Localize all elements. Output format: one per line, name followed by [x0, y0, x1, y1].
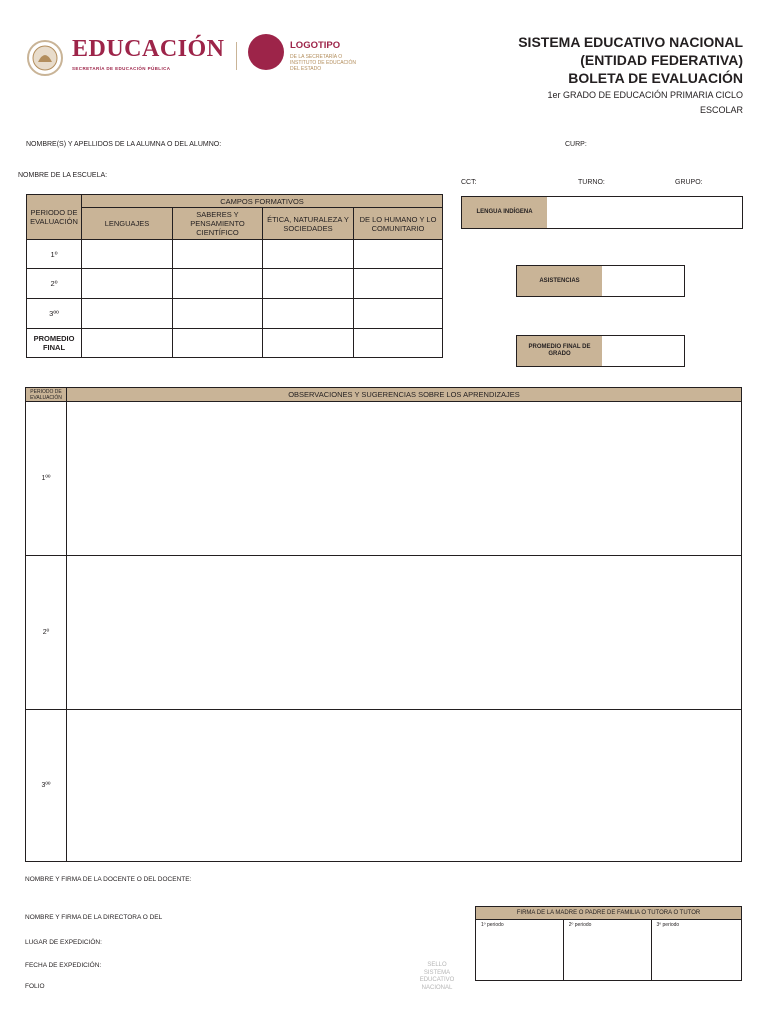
grade-cell[interactable] [354, 240, 443, 269]
grade-line-1: 1er GRADO DE EDUCACIÓN PRIMARIA CICLO [547, 90, 743, 100]
brand-wordmark: EDUCACIÓN [72, 36, 225, 62]
sello-line-2: SISTEMA [423, 969, 451, 976]
title-line-2: (ENTIDAD FEDERATIVA) [580, 52, 743, 68]
period-header: PERIODO DE EVALUACIÓN [27, 195, 82, 240]
directora-signature-label: NOMBRE Y FIRMA DE LA DIRECTORA O DEL [25, 914, 163, 921]
school-name-label: NOMBRE DE LA ESCUELA: [18, 172, 108, 179]
grade-cell[interactable] [82, 329, 173, 358]
grade-cell[interactable] [263, 269, 354, 299]
lengua-indigena-value[interactable] [547, 197, 742, 228]
row-period-2: 2º [27, 269, 82, 299]
grade-cell[interactable] [354, 269, 443, 299]
grade-cell[interactable] [354, 299, 443, 329]
sello-line-1: SELLO [427, 962, 447, 968]
col-lenguajes: LENGUAJES [82, 208, 173, 240]
grade-cell[interactable] [263, 299, 354, 329]
logo-title: LOGOTIPO [290, 40, 341, 51]
obs-row-period-3: 3ºº [26, 710, 67, 862]
obs-cell-3[interactable] [67, 710, 742, 862]
asistencias-box [516, 265, 685, 297]
logo-circle [248, 34, 284, 70]
sello-line-4: NACIONAL [421, 984, 453, 991]
obs-cell-2[interactable] [67, 556, 742, 710]
title-line-1: SISTEMA EDUCATIVO NACIONAL [518, 34, 743, 50]
promedio-final-label: PROMEDIO FINAL DE GRADO [517, 336, 602, 366]
row-period-1: 1º [27, 240, 82, 269]
asistencias-label: ASISTENCIAS [517, 266, 602, 296]
firma-periodo-3[interactable]: 3º periodo [651, 920, 741, 981]
firma-periodo-2[interactable]: 2º periodo [563, 920, 651, 981]
grade-cell[interactable] [82, 269, 173, 299]
logo-line-1: DE LA SECRETARÍA O [290, 54, 343, 60]
grade-cell[interactable] [263, 240, 354, 269]
grade-cell[interactable] [354, 329, 443, 358]
cct-label: CCT: [461, 179, 477, 186]
grades-table [26, 194, 443, 358]
obs-title: OBSERVACIONES Y SUGERENCIAS SOBRE LOS APRENDIZAJES [67, 388, 742, 402]
parent-signature-title: FIRMA DE LA MADRE O PADRE DE FAMILIA O TUTORA O TUTOR [476, 907, 742, 920]
grade-cell[interactable] [82, 299, 173, 329]
promedio-final-value[interactable] [602, 336, 684, 366]
campos-header: CAMPOS FORMATIVOS [82, 195, 443, 208]
obs-cell-1[interactable] [67, 402, 742, 556]
lugar-expedicion-label: LUGAR DE EXPEDICIÓN: [25, 939, 102, 946]
lengua-indigena-box [461, 196, 743, 229]
student-name-label: NOMBRE(S) Y APELLIDOS DE LA ALUMNA O DEL ALUMNO: [26, 141, 222, 148]
sello-stamp [412, 962, 462, 992]
curp-label: CURP: [565, 141, 587, 148]
grade-cell[interactable] [263, 329, 354, 358]
grade-cell[interactable] [173, 240, 263, 269]
row-promedio-final: PROMEDIO FINAL [27, 329, 82, 358]
grade-cell[interactable] [173, 329, 263, 358]
obs-row-period-2: 2º [26, 556, 67, 710]
sello-line-3: EDUCATIVO [419, 977, 455, 983]
asistencias-value[interactable] [602, 266, 684, 296]
obs-period-header: PERIODO DE EVALUACIÓN [26, 388, 67, 402]
firma-periodo-1[interactable]: 1º periodo [476, 920, 564, 981]
col-saberes: SABERES Y PENSAMIENTO CIENTÍFICO [173, 208, 263, 240]
logo-line-3: DEL ESTADO [290, 66, 322, 71]
parent-signature-table [475, 906, 742, 981]
sep-emblem-icon [26, 38, 64, 78]
col-humano: DE LO HUMANO Y LO COMUNITARIO [354, 208, 443, 240]
col-etica: ÉTICA, NATURALEZA Y SOCIEDADES [263, 208, 354, 240]
grade-cell[interactable] [173, 269, 263, 299]
promedio-final-box [516, 335, 685, 367]
title-line-3: BOLETA DE EVALUACIÓN [568, 70, 743, 86]
grade-cell[interactable] [82, 240, 173, 269]
grupo-label: GRUPO: [675, 179, 703, 186]
folio-label: FOLIO [25, 983, 45, 990]
observations-table [25, 387, 742, 862]
turno-label: TURNO: [578, 179, 605, 186]
grade-line-2: ESCOLAR [699, 105, 743, 115]
row-period-3: 3ºº [27, 299, 82, 329]
fecha-expedicion-label: FECHA DE EXPEDICIÓN: [25, 962, 102, 969]
obs-row-period-1: 1ºº [26, 402, 67, 556]
docente-signature-label: NOMBRE Y FIRMA DE LA DOCENTE O DEL DOCENTE: [25, 876, 192, 883]
header-divider [236, 42, 237, 70]
grade-cell[interactable] [173, 299, 263, 329]
brand-subtitle: SECRETARÍA DE EDUCACIÓN PÚBLICA [72, 66, 171, 71]
logo-line-2: INSTITUTO DE EDUCACIÓN [290, 60, 357, 66]
lengua-indigena-label: LENGUA INDÍGENA [462, 197, 547, 228]
